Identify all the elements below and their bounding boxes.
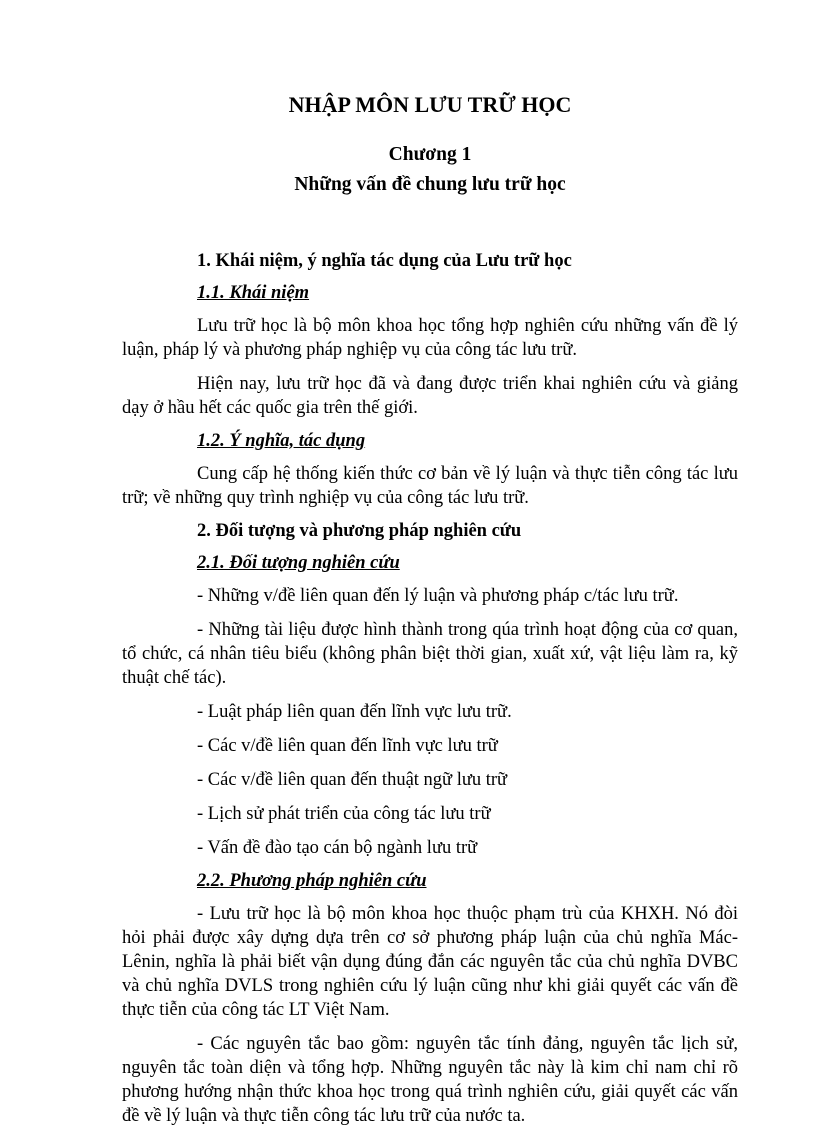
list-item: - Luật pháp liên quan đến lĩnh vực lưu trữ.	[197, 702, 512, 722]
list-item: - Những v/đề liên quan đến lý luận và phương pháp c/tác lưu trữ.	[197, 586, 679, 606]
document-title: NHẬP MÔN LƯU TRỮ HỌC	[288, 92, 572, 117]
chapter-name: Những vấn đề chung lưu trữ học	[294, 174, 566, 195]
paragraph: Lưu trữ học là bộ môn khoa học tổng hợp nghiên cứu những vấn đề lý luận, pháp lý và phương pháp nghiệp vụ của công tác lưu trữ.	[122, 316, 738, 360]
section-1-1-heading: 1.1. Khái niệm	[197, 283, 310, 303]
section-1-heading: 1. Khái niệm, ý nghĩa tác dụng của Lưu trữ học	[197, 251, 572, 271]
section-1-2-heading: 1.2. Ý nghĩa, tác dụng	[197, 431, 366, 451]
list-item: - Các v/đề liên quan đến lĩnh vực lưu trữ	[197, 736, 498, 756]
list-item: - Những tài liệu được hình thành trong qúa trình hoạt động của cơ quan, tổ chức, cá nhân tiêu biểu (không phân biệt thời gian, xuất xứ, vật liệu làm ra, kỹ thuật chế tác).	[122, 620, 738, 688]
list-item: - Vấn đề đào tạo cán bộ ngành lưu trữ	[197, 838, 478, 858]
section-2-1-heading: 2.1. Đối tượng nghiên cứu	[197, 553, 400, 573]
list-item: - Lưu trữ học là bộ môn khoa học thuộc phạm trù của KHXH. Nó đòi hỏi phải được xây dựng dựa trên cơ sở phương pháp luận của chủ nghĩa Mác-Lênin, nghĩa là phải biết vận dụng đúng đắn các nguyên tắc của chủ nghĩa DVBC và chủ nghĩa DVLS trong nghiên cứu lý luận cũng như khi giải quyết các vấn đề thực tiễn của công tác LT Việt Nam.	[122, 904, 738, 1020]
list-item: - Các v/đề liên quan đến thuật ngữ lưu trữ	[197, 770, 508, 790]
chapter-heading	[122, 140, 738, 200]
chapter-number: Chương 1	[388, 144, 472, 165]
paragraph: Hiện nay, lưu trữ học đã và đang được triển khai nghiên cứu và giảng dạy ở hầu hết các quốc gia trên thế giới.	[122, 374, 738, 418]
section-2-2-heading: 2.2. Phương pháp nghiên cứu	[197, 871, 427, 891]
section-2-heading: 2. Đối tượng và phương pháp nghiên cứu	[197, 521, 522, 541]
list-item: - Các nguyên tắc bao gồm: nguyên tắc tính đảng, nguyên tắc lịch sử, nguyên tắc toàn diện và tổng hợp. Những nguyên tắc này là kim chỉ nam chỉ rõ phương hướng nhận thức khoa học trong quá trình nghiên cứu, giải quyết các vấn đề về lý luận và thực tiễn công tác lưu trữ của nước ta.	[122, 1034, 738, 1126]
list-item: - Lịch sử phát triển của công tác lưu trữ	[197, 804, 491, 824]
paragraph: Cung cấp hệ thống kiến thức cơ bản về lý luận và thực tiễn công tác lưu trữ; về những quy trình nghiệp vụ của công tác lưu trữ.	[122, 464, 738, 508]
